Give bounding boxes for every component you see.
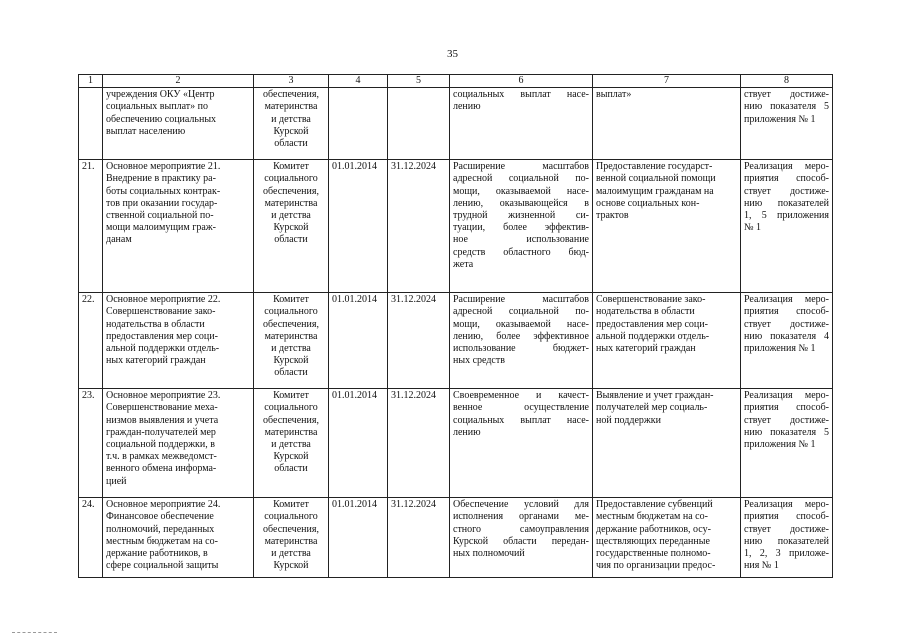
cell-start-date: 01.01.2014 xyxy=(329,160,388,293)
cell-end-date xyxy=(388,88,450,160)
cell-text-line: учреждения ОКУ «Центр xyxy=(106,89,215,101)
cell-number: 21. xyxy=(79,160,103,293)
cell-text-line: Обеспечение условий для xyxy=(453,499,589,511)
cell-text-line: мощи, оказываемой насе- xyxy=(453,318,589,330)
cell-text-line: венной социальной помощи xyxy=(596,173,716,185)
cell-text-line: обеспечения, xyxy=(263,89,319,101)
cell-text-line: ных категорий граждан xyxy=(596,343,696,355)
cell-measure-name xyxy=(103,88,254,160)
col-header: 8 xyxy=(741,75,833,88)
cell-text-line: Курской xyxy=(273,125,309,137)
cell-text-line: области xyxy=(274,367,308,379)
cell-end-date: 31.12.2024 xyxy=(388,160,450,293)
cell-text-line: чия по организации предос- xyxy=(596,560,716,572)
cell-expected-result xyxy=(450,389,593,498)
cell-text-line: ществляющих переданные xyxy=(596,535,710,547)
cell-text-line: государственные полномо- xyxy=(596,548,711,560)
cell-text-line: нию показателя 4 xyxy=(744,330,829,342)
cell-start-date: 01.01.2014 xyxy=(329,389,388,498)
cell-text-line: приложения № 1 xyxy=(744,113,816,125)
cell-number: 24. xyxy=(79,498,103,578)
cell-text-line: приятия способ- xyxy=(744,511,829,523)
cell-start-date: 01.01.2014 xyxy=(329,293,388,389)
page-number: 35 xyxy=(447,48,458,60)
cell-text-line: исполнения органами ме- xyxy=(453,511,589,523)
cell-consequence xyxy=(593,498,741,578)
cell-text-line: области xyxy=(274,234,308,246)
cell-text-line: Комитет xyxy=(273,390,309,402)
cell-executor xyxy=(254,293,329,389)
cell-text-line: трактов xyxy=(596,210,629,222)
cell-text-line: ствует достиже- xyxy=(744,89,829,101)
cell-text-line: стного самоуправления xyxy=(453,523,589,535)
cell-text-line: ствует достиже- xyxy=(744,414,829,426)
cell-text-line: местным бюджетам на со- xyxy=(106,535,218,547)
cell-text-line: основе социальных кон- xyxy=(596,197,700,209)
col-header: 5 xyxy=(388,75,450,88)
cell-text-line: обеспечению социальных xyxy=(106,113,217,125)
cell-text-line: социального xyxy=(264,306,318,318)
cell-text-line: № 1 xyxy=(744,222,762,234)
cell-text-line: Предоставление субвенций xyxy=(596,499,713,511)
cell-text-line: ных полномочий xyxy=(453,548,525,560)
cell-text-line: лению, более эффективное xyxy=(453,330,589,342)
cell-text-line: использование бюджет- xyxy=(453,343,589,355)
cell-measure-name xyxy=(103,498,254,578)
cell-text-line: адресной социальной по- xyxy=(453,173,589,185)
cell-end-date: 31.12.2024 xyxy=(388,389,450,498)
cell-text-line: социальной поддержки, в xyxy=(106,439,215,451)
cell-text-line: и детства xyxy=(271,439,311,451)
cell-text-line: социального xyxy=(264,173,318,185)
cell-text-line: и детства xyxy=(271,343,311,355)
cell-text-line: материнства xyxy=(264,535,318,547)
cell-text-line: тов при оказании государ- xyxy=(106,197,218,209)
cell-text-line: нию показателей xyxy=(744,535,829,547)
cell-text-line: т.ч. в рамках межведомст- xyxy=(106,451,217,463)
cell-text-line: материнства xyxy=(264,330,318,342)
cell-text-line: приятия способ- xyxy=(744,306,829,318)
cell-text-line: области xyxy=(274,463,308,475)
cell-text-line: Основное мероприятие 23. xyxy=(106,390,221,402)
col-header: 3 xyxy=(254,75,329,88)
cell-consequence xyxy=(593,160,741,293)
cell-number xyxy=(79,88,103,160)
cell-executor xyxy=(254,88,329,160)
cell-text-line: социальных выплат насе- xyxy=(453,414,589,426)
cell-indicator-link xyxy=(741,160,833,293)
cell-text-line: нодательства в области xyxy=(596,306,695,318)
cell-text-line: Основное мероприятие 24. xyxy=(106,499,221,511)
cell-text-line: Реализация меро- xyxy=(744,294,829,306)
cell-text-line: и детства xyxy=(271,113,311,125)
cell-text-line: Курской xyxy=(273,560,309,572)
cell-text-line: и детства xyxy=(271,548,311,560)
cell-text-line: приятия способ- xyxy=(744,402,829,414)
cell-indicator-link xyxy=(741,293,833,389)
cell-text-line: ния № 1 xyxy=(744,560,779,572)
cell-text-line: держание работников, в xyxy=(106,548,208,560)
cell-text-line: приложения № 1 xyxy=(744,439,816,451)
cell-number: 23. xyxy=(79,389,103,498)
cell-text-line: выплат населению xyxy=(106,125,186,137)
cell-text-line: нию показателя 5 xyxy=(744,101,829,113)
cell-text-line: выплат» xyxy=(596,89,632,101)
cell-text-line: жета xyxy=(453,258,474,270)
cell-text-line: 1, 5 приложения xyxy=(744,210,829,222)
cell-text-line: цией xyxy=(106,475,127,487)
cell-text-line: Комитет xyxy=(273,294,309,306)
cell-measure-name xyxy=(103,293,254,389)
cell-text-line: обеспечения, xyxy=(263,523,319,535)
cell-text-line: Курской xyxy=(273,355,309,367)
cell-text-line: мощи, оказываемой насе- xyxy=(453,185,589,197)
col-header: 4 xyxy=(329,75,388,88)
cell-text-line: средств областного бюд- xyxy=(453,246,589,258)
cell-executor xyxy=(254,160,329,293)
cell-measure-name xyxy=(103,389,254,498)
cell-text-line: лению xyxy=(453,101,481,113)
col-header: 6 xyxy=(450,75,593,88)
cell-text-line: Внедрение в практику ра- xyxy=(106,173,216,185)
table-row xyxy=(79,389,833,498)
cell-end-date: 31.12.2024 xyxy=(388,498,450,578)
cell-text-line: 1, 2, 3 приложе- xyxy=(744,548,829,560)
cell-text-line: и детства xyxy=(271,210,311,222)
cell-text-line: Комитет xyxy=(273,161,309,173)
cell-measure-name xyxy=(103,160,254,293)
cell-text-line: материнства xyxy=(264,101,318,113)
cell-text-line: ных средств xyxy=(453,355,505,367)
cell-text-line: Совершенствование зако- xyxy=(596,294,706,306)
cell-text-line: Курской области передан- xyxy=(453,535,589,547)
col-header: 1 xyxy=(79,75,103,88)
cell-text-line: ной поддержки xyxy=(596,414,661,426)
scan-mark xyxy=(12,632,57,634)
cell-text-line: приятия способ- xyxy=(744,173,829,185)
cell-text-line: данам xyxy=(106,234,132,246)
cell-text-line: Совершенствование зако- xyxy=(106,306,216,318)
cell-text-line: получателей мер социаль- xyxy=(596,402,708,414)
cell-text-line: ное использование xyxy=(453,234,589,246)
table-row xyxy=(79,88,833,160)
cell-text-line: социальных выплат» по xyxy=(106,101,208,113)
cell-text-line: боты социальных контрак- xyxy=(106,185,221,197)
cell-text-line: ствует достиже- xyxy=(744,185,829,197)
cell-text-line: держание работников, осу- xyxy=(596,523,711,535)
cell-text-line: малоимущим гражданам на xyxy=(596,185,714,197)
cell-text-line: Совершенствование меха- xyxy=(106,402,218,414)
cell-text-line: Предоставление государст- xyxy=(596,161,713,173)
cell-end-date: 31.12.2024 xyxy=(388,293,450,389)
cell-text-line: Реализация меро- xyxy=(744,390,829,402)
cell-text-line: Финансовое обеспечение xyxy=(106,511,214,523)
cell-expected-result xyxy=(450,293,593,389)
cell-text-line: ных категорий граждан xyxy=(106,355,206,367)
cell-text-line: ствует достиже- xyxy=(744,523,829,535)
cell-text-line: Курской xyxy=(273,222,309,234)
cell-consequence xyxy=(593,389,741,498)
cell-text-line: области xyxy=(274,138,308,150)
cell-start-date: 01.01.2014 xyxy=(329,498,388,578)
cell-text-line: Выявление и учет граждан- xyxy=(596,390,714,402)
cell-text-line: Расширение масштабов xyxy=(453,294,589,306)
cell-text-line: ственной социальной по- xyxy=(106,210,214,222)
measures-table xyxy=(78,74,833,578)
cell-text-line: сфере социальной защиты xyxy=(106,560,219,572)
cell-text-line: Реализация меро- xyxy=(744,499,829,511)
cell-text-line: ствует достиже- xyxy=(744,318,829,330)
cell-text-line: социальных выплат насе- xyxy=(453,89,589,101)
cell-text-line: Своевременное и качест- xyxy=(453,390,589,402)
cell-text-line: низмов выявления и учета xyxy=(106,414,219,426)
col-header: 7 xyxy=(593,75,741,88)
cell-text-line: лению, оказывающейся в xyxy=(453,197,589,209)
cell-expected-result xyxy=(450,88,593,160)
cell-text-line: Расширение масштабов xyxy=(453,161,589,173)
cell-text-line: венное осуществление xyxy=(453,402,589,414)
cell-text-line: Курской xyxy=(273,451,309,463)
cell-text-line: предоставления мер соци- xyxy=(106,330,218,342)
cell-executor xyxy=(254,389,329,498)
cell-text-line: граждан-получателей мер xyxy=(106,426,216,438)
cell-text-line: материнства xyxy=(264,426,318,438)
cell-text-line: Основное мероприятие 21. xyxy=(106,161,221,173)
cell-text-line: предоставления мер соци- xyxy=(596,318,708,330)
cell-text-line: нию показателя 5 xyxy=(744,426,829,438)
cell-text-line: мощи малоимущим граж- xyxy=(106,222,216,234)
cell-text-line: социального xyxy=(264,402,318,414)
cell-text-line: полномочий, переданных xyxy=(106,523,215,535)
cell-text-line: обеспечения, xyxy=(263,318,319,330)
col-header: 2 xyxy=(103,75,254,88)
cell-indicator-link xyxy=(741,389,833,498)
header-row xyxy=(79,75,833,88)
cell-text-line: нодательства в области xyxy=(106,318,205,330)
cell-text-line: приложения № 1 xyxy=(744,343,816,355)
cell-number: 22. xyxy=(79,293,103,389)
table-row xyxy=(79,160,833,293)
cell-executor xyxy=(254,498,329,578)
cell-expected-result xyxy=(450,498,593,578)
cell-text-line: альной поддержки отдель- xyxy=(106,343,220,355)
cell-expected-result xyxy=(450,160,593,293)
cell-indicator-link xyxy=(741,498,833,578)
cell-consequence xyxy=(593,88,741,160)
cell-text-line: венного обмена информа- xyxy=(106,463,217,475)
cell-text-line: социального xyxy=(264,511,318,523)
cell-text-line: трудной жизненной си- xyxy=(453,210,589,222)
cell-indicator-link xyxy=(741,88,833,160)
cell-text-line: адресной социальной по- xyxy=(453,306,589,318)
cell-text-line: Реализация меро- xyxy=(744,161,829,173)
table-row xyxy=(79,293,833,389)
cell-text-line: материнства xyxy=(264,197,318,209)
cell-text-line: обеспечения, xyxy=(263,414,319,426)
cell-text-line: лению xyxy=(453,426,481,438)
cell-text-line: нию показателей xyxy=(744,197,829,209)
cell-text-line: обеспечения, xyxy=(263,185,319,197)
table-row xyxy=(79,498,833,578)
cell-text-line: Основное мероприятие 22. xyxy=(106,294,221,306)
cell-text-line: местным бюджетам на со- xyxy=(596,511,708,523)
cell-text-line: альной поддержки отдель- xyxy=(596,330,710,342)
cell-text-line: туации, более эффектив- xyxy=(453,222,589,234)
cell-start-date xyxy=(329,88,388,160)
cell-consequence xyxy=(593,293,741,389)
cell-text-line: Комитет xyxy=(273,499,309,511)
